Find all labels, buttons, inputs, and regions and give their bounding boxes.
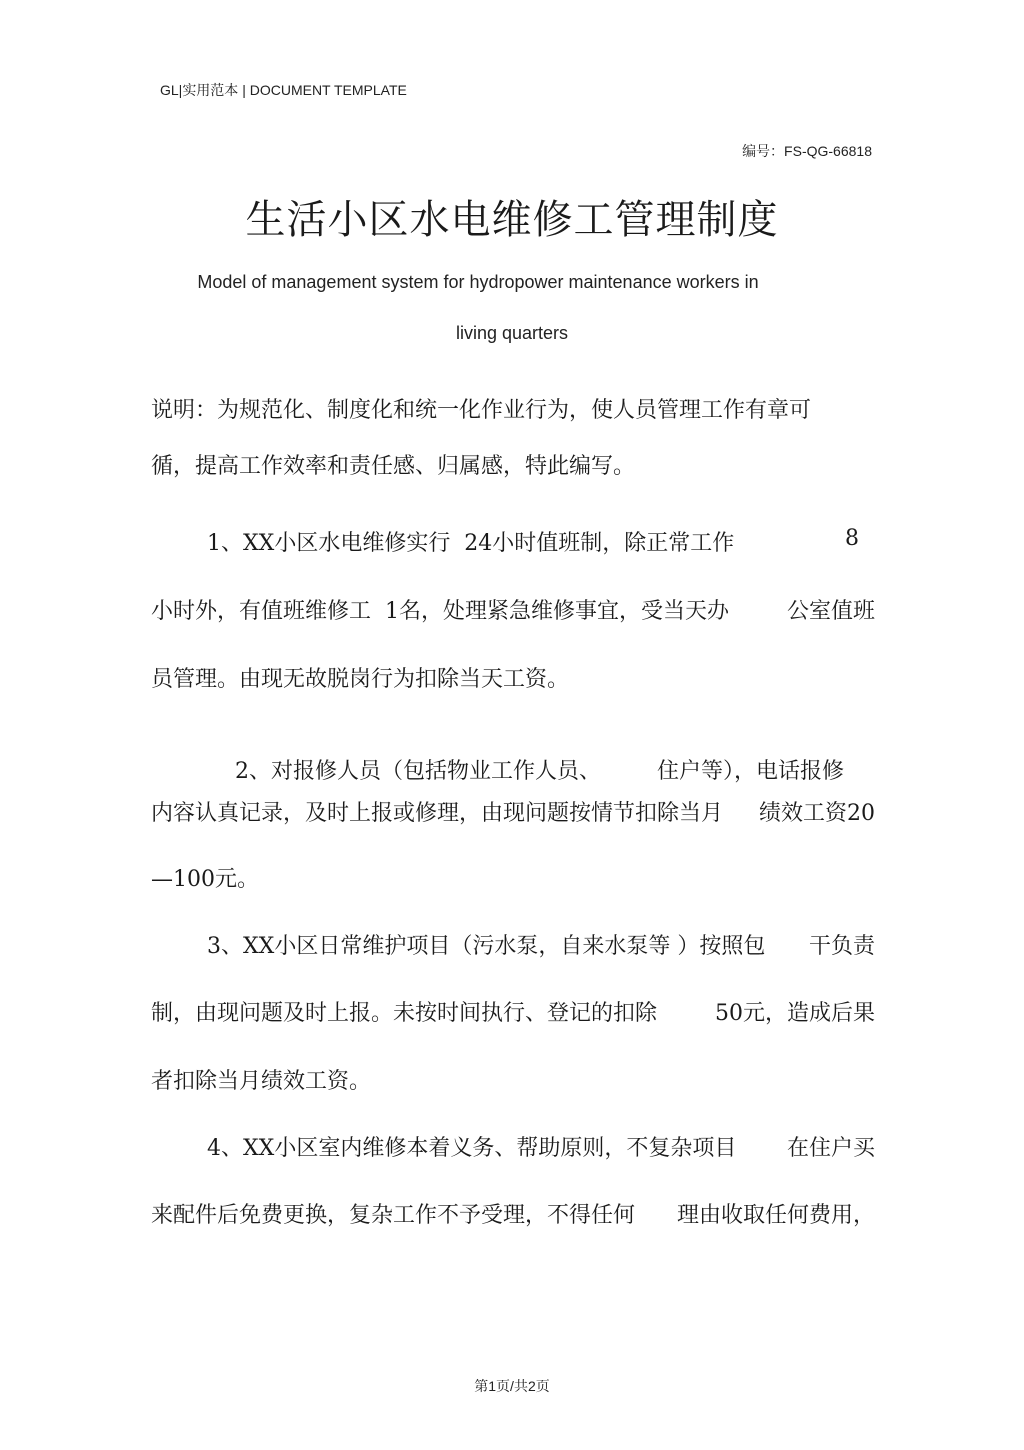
rule-1-line-1-part-b: 8 (845, 526, 859, 551)
rule-1-line-2-part-b: 公室值班 (786, 599, 875, 624)
document-number: 编号：FS-QG-66818 (742, 143, 872, 159)
rule-4-line-1-part-a: 4、XX小区室内维修本着义务、帮助原则，不复杂项目 (207, 1136, 737, 1161)
rule-2-line-3: —100元。 (151, 867, 259, 892)
rule-1-line-1-part-a: 1、XX小区水电维修实行 24小时值班制，除正常工作 (207, 531, 735, 556)
rule-4-line-2-part-b: 理由收取任何费用， (676, 1203, 875, 1228)
rule-4-line-1-part-b: 在住户买 (786, 1136, 875, 1161)
rule-1-line-3: 员管理。由现无故脱岗行为扣除当天工资。 (151, 667, 570, 692)
intro-line-2: 循，提高工作效率和责任感、归属感，特此编写。 (151, 454, 636, 479)
rule-2-line-2 (151, 796, 875, 827)
rule-2-line-2-part-b: 绩效工资20 (759, 801, 875, 826)
rule-4-line-2-part-a: 来配件后免费更换，复杂工作不予受理，不得任何 (151, 1203, 636, 1228)
document-title: 生活小区水电维修工管理制度 (245, 197, 779, 243)
rule-1-line-2-part-a: 小时外，有值班维修工 1名，处理紧急维修事宜，受当天办 (151, 599, 729, 624)
rule-3-line-2 (151, 996, 875, 1027)
rule-3-line-1-part-b: 干负责 (808, 934, 875, 959)
rule-1-line-1 (207, 526, 859, 557)
rule-3-line-2-part-a: 制，由现问题及时上报。未按时间执行、登记的扣除 (151, 1001, 658, 1026)
rule-1-line-2 (151, 594, 875, 625)
rule-3-line-1-part-a: 3、XX小区日常维护项目（污水泵，自来水泵等 ）按照包 (207, 934, 766, 959)
rule-4-line-1 (207, 1131, 875, 1162)
english-subtitle-line-2: living quarters (455, 323, 569, 343)
rule-3-line-2-part-b: 50元，造成后果 (715, 1001, 875, 1026)
page-indicator: 第1页/共2页 (474, 1378, 550, 1394)
rule-3-line-1 (207, 929, 875, 960)
rule-2-line-2-part-a: 内容认真记录，及时上报或修理，由现问题按情节扣除当月 (151, 801, 724, 826)
rule-4-line-2 (151, 1198, 875, 1229)
intro-line-1: 说明：为规范化、制度化和统一化作业行为，使人员管理工作有章可 (151, 398, 812, 423)
rule-2-line-1-part-a: 2、对报修人员（包括物业工作人员、 (234, 759, 601, 784)
template-header-label: GL|实用范本 | DOCUMENT TEMPLATE (160, 82, 407, 98)
rule-3-line-3: 者扣除当月绩效工资。 (151, 1069, 372, 1094)
english-subtitle-line-1: Model of management system for hydropower maintenance workers in (197, 272, 759, 292)
rule-2-line-1-part-b: 住户等），电话报修 (656, 759, 844, 784)
